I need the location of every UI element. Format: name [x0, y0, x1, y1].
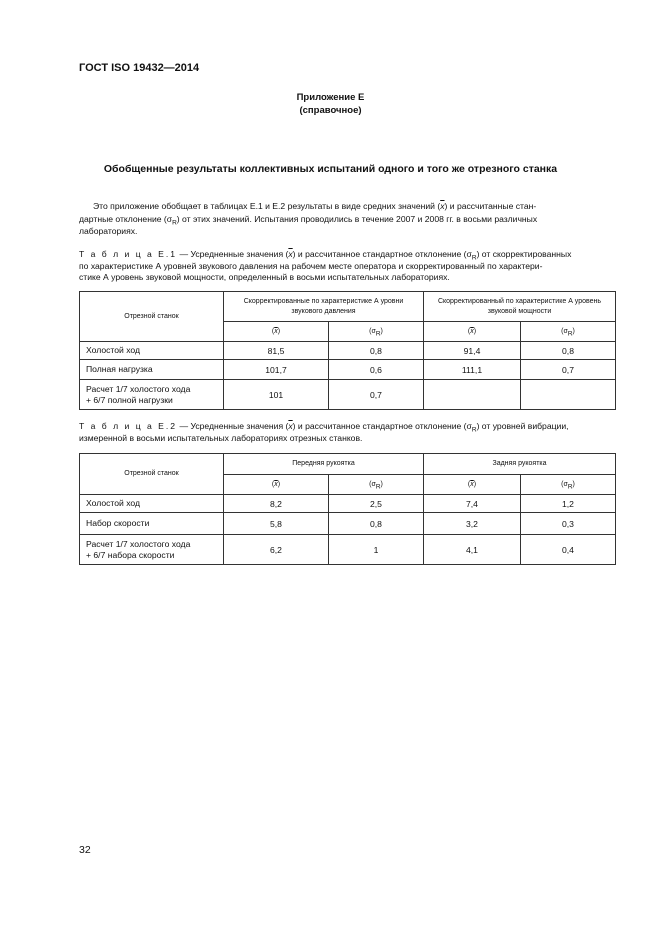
group-sound-power: Скорректированный по характеристике А уровень звуковой мощности: [424, 292, 616, 322]
intro-line-2: дартные отклонение $(\sigma_R)$ от этих значений. Испытания проводились в течение 2007 и 2008 гг. в восьми различных: [79, 213, 538, 227]
table1-label: Т а б л и ц а Е.1: [79, 249, 178, 259]
col-sigma: $(\sigma_R)$: [329, 322, 424, 342]
annex-label: Приложение Е: [296, 92, 365, 103]
section-title: Обобщенные результаты коллективных испытаний одного и того же отрезного станка: [103, 163, 558, 175]
col-machine: Отрезной станок: [80, 454, 224, 495]
col-sigma: $(\sigma_R)$: [329, 475, 424, 495]
group-rear-handle: Задняя рукоятка: [424, 454, 616, 475]
xbar-symbol: $\overline{x}$: [440, 201, 445, 211]
annex-heading: [0, 91, 661, 117]
table-row: Холостой ход 81,5 0,8 91,4 0,8: [80, 342, 616, 360]
annex-kind: (справочное): [299, 105, 362, 116]
table-row: Холостой ход 8,2 2,5 7,4 1,2: [80, 495, 616, 513]
intro-line-1: Это приложение обобщает в таблицах Е.1 и Е.2 результаты в виде средних значений $(\overline{x})$ и рассчитанные стан-: [93, 201, 537, 211]
col-mean: $(\overline{x})$: [224, 475, 329, 495]
table2-caption: Т а б л и ц а Е.2 — Усредненные значения $(\overline{x})$ и рассчитанное стандартное отклонение $(\sigma_R)$ от уровней вибрации, измеренной в восьми испытательных лабораториях отрезных станков.: [79, 421, 569, 443]
col-machine: Отрезной станок: [80, 292, 224, 342]
intro-line-3: лабораториях.: [79, 226, 138, 236]
document-header: ГОСТ ISO 19432—2014: [79, 62, 200, 74]
table-row: Набор скорости 5,8 0,8 3,2 0,3: [80, 513, 616, 535]
group-front-handle: Передняя рукоятка: [224, 454, 424, 475]
table1-caption: Т а б л и ц а Е.1 — Усредненные значения $(\overline{x})$ и рассчитанное стандартное отклонение $(\sigma_R)$ от скорректированных по характеристике А уровней звукового давления на рабочем месте оператора и скорректированный по характери- стике А уровень звуковой мощности, определенный в восьми испытательных лабораториях.: [79, 249, 572, 282]
col-mean: $(\overline{x})$: [224, 322, 329, 342]
col-mean: $(\overline{x})$: [424, 322, 521, 342]
col-mean: $(\overline{x})$: [424, 475, 521, 495]
table-e1: [79, 291, 616, 410]
table-e2: [79, 453, 616, 565]
table-row: Полная нагрузка 101,7 0,6 111,1 0,7: [80, 360, 616, 380]
page-number: 32: [79, 844, 91, 856]
col-sigma: $(\sigma_R)$: [521, 322, 616, 342]
table-row: Расчет 1/7 холостого хода + 6/7 набора скорости 6,2 1 4,1 0,4: [80, 535, 616, 565]
col-sigma: $(\sigma_R)$: [521, 475, 616, 495]
table-row: Расчет 1/7 холостого хода + 6/7 полной нагрузки 101 0,7: [80, 380, 616, 410]
table2-label: Т а б л и ц а Е.2: [79, 421, 178, 431]
intro-paragraph: [79, 200, 615, 238]
group-sound-pressure: Скорректированные по характеристике А уровни звукового давления: [224, 292, 424, 322]
